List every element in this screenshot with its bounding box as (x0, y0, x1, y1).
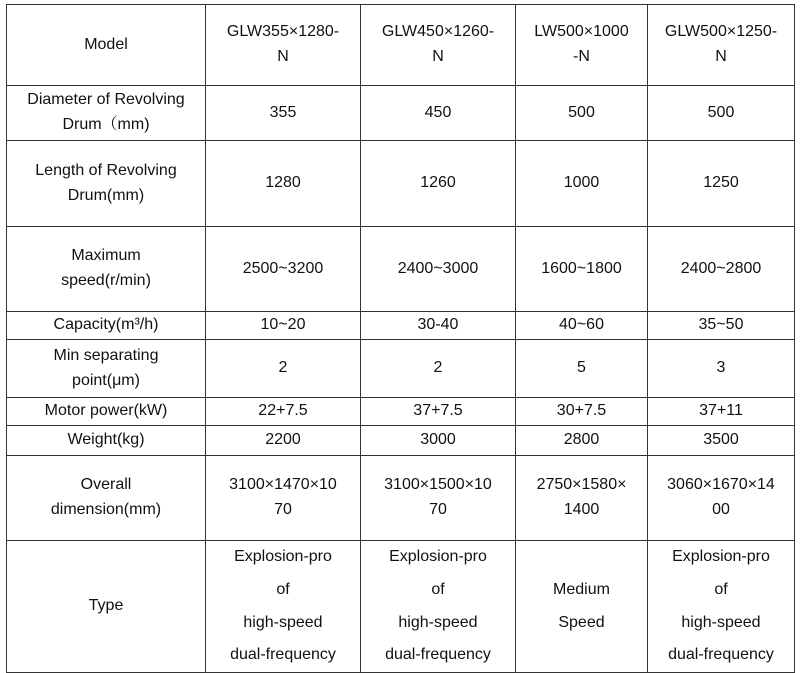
spec-row-weight (7, 426, 795, 456)
value-cell (206, 456, 361, 541)
value-line: Explosion-pro (389, 548, 487, 565)
row-label-line: Motor power(kW) (44, 402, 168, 420)
row-label-line: Length of Revolving (35, 161, 177, 179)
spec-row-type (7, 541, 795, 673)
row-label-line: Drum（mm) (62, 116, 150, 133)
value-line: 2 (433, 359, 443, 377)
value-line: 3060×1670×14 (667, 476, 775, 494)
value-cell (516, 141, 648, 227)
row-label-cell (7, 426, 206, 456)
value-cell (516, 227, 648, 312)
value-line: Explosion-pro (672, 548, 770, 565)
value-cell (361, 398, 516, 426)
row-label-cell (7, 541, 206, 673)
row-label-cell (7, 456, 206, 541)
value-cell (648, 398, 795, 426)
value-cell (648, 426, 795, 456)
value-line: 2200 (265, 431, 301, 449)
row-label-line: Capacity(m³/h) (53, 316, 159, 334)
value-line: 37+7.5 (413, 402, 463, 420)
model-line: N (432, 48, 444, 65)
row-label-cell (7, 141, 206, 227)
value-line: Speed (558, 613, 605, 631)
value-cell (516, 456, 648, 541)
value-cell (206, 398, 361, 426)
value-line: 40~60 (559, 316, 604, 334)
value-line: high-speed (681, 613, 761, 631)
value-cell (361, 541, 516, 673)
value-cell (206, 227, 361, 312)
value-line: 30+7.5 (556, 402, 607, 420)
spec-row-diameter (7, 86, 795, 141)
value-cell (516, 86, 648, 141)
value-line: of (431, 580, 445, 598)
value-cell (361, 227, 516, 312)
spec-row-speed (7, 227, 795, 312)
model-cell-3 (516, 5, 648, 86)
model-line: GLW355×1280- (226, 23, 340, 41)
value-cell (206, 340, 361, 398)
value-cell (648, 141, 795, 227)
value-line: 3100×1470×10 (229, 476, 337, 494)
value-cell (516, 398, 648, 426)
value-line: 22+7.5 (258, 402, 308, 420)
value-cell (648, 312, 795, 340)
value-cell (648, 86, 795, 141)
value-cell (206, 541, 361, 673)
row-label-line: speed(r/min) (61, 272, 151, 289)
header-row (7, 5, 795, 86)
value-line: Explosion-pro (234, 548, 332, 565)
value-cell (648, 456, 795, 541)
model-line: GLW500×1250- (664, 23, 778, 41)
value-line: dual-frequency (230, 646, 336, 664)
value-line: 1600~1800 (541, 259, 622, 277)
row-label-line: Diameter of Revolving (27, 91, 185, 109)
value-line: 2 (278, 359, 288, 377)
value-line: 450 (424, 103, 452, 121)
row-label-line: Type (88, 597, 124, 615)
row-label-cell (7, 398, 206, 426)
value-line: 70 (274, 501, 292, 518)
value-line: 5 (577, 359, 586, 377)
value-cell (361, 340, 516, 398)
model-line: N (715, 48, 727, 65)
value-line: 30-40 (417, 316, 459, 334)
model-line: GLW450×1260- (381, 23, 495, 41)
value-line: 500 (707, 103, 735, 121)
spec-row-length (7, 141, 795, 227)
model-line: -N (573, 48, 590, 65)
row-label-line: Overall (80, 476, 132, 494)
spec-table-body (7, 5, 795, 673)
value-cell (648, 227, 795, 312)
value-line: 00 (712, 501, 730, 518)
value-cell (516, 340, 648, 398)
value-line: 3000 (420, 431, 456, 449)
value-cell (361, 456, 516, 541)
value-line: high-speed (398, 613, 478, 631)
value-line: 70 (429, 501, 447, 518)
value-line: 1000 (563, 174, 600, 192)
value-cell (516, 426, 648, 456)
spec-table (6, 4, 795, 673)
value-line: high-speed (243, 613, 323, 631)
value-line: 2750×1580× (536, 476, 627, 494)
value-line: of (276, 580, 290, 598)
spec-row-dimension (7, 456, 795, 541)
row-label-line: dimension(mm) (50, 501, 162, 518)
value-cell (361, 141, 516, 227)
value-cell (206, 312, 361, 340)
value-line: 355 (269, 103, 297, 121)
row-label-line: Min separating (53, 346, 159, 364)
value-cell (206, 141, 361, 227)
value-cell (648, 340, 795, 398)
row-label-cell (7, 227, 206, 312)
row-label-line: Weight(kg) (67, 431, 145, 449)
value-line: 3 (716, 359, 726, 377)
row-label-line: Drum(mm) (67, 186, 145, 204)
value-line: 37+11 (699, 402, 743, 420)
value-cell (516, 312, 648, 340)
value-line: 2800 (563, 431, 600, 449)
spec-row-separating (7, 340, 795, 398)
spec-row-motor (7, 398, 795, 426)
value-cell (648, 541, 795, 673)
value-line: 1250 (703, 174, 739, 192)
value-line: of (714, 580, 728, 598)
value-line: dual-frequency (385, 646, 491, 664)
value-line: dual-frequency (668, 646, 774, 664)
value-line: 2400~3000 (397, 259, 479, 277)
value-cell (206, 426, 361, 456)
model-cell-2 (361, 5, 516, 86)
value-cell (361, 312, 516, 340)
value-line: 3500 (703, 431, 739, 449)
value-line: 1280 (265, 174, 301, 192)
model-cell-1 (206, 5, 361, 86)
model-line: LW500×1000 (534, 23, 629, 41)
value-line: 3100×1500×10 (384, 476, 492, 494)
row-label-cell (7, 86, 206, 141)
value-line: 2500~3200 (242, 259, 324, 277)
model-cell-4 (648, 5, 795, 86)
value-cell (206, 86, 361, 141)
value-line: 10~20 (260, 316, 306, 334)
value-line: 2400~2800 (680, 259, 762, 277)
header-label: Model (84, 35, 128, 53)
value-line: 35~50 (698, 316, 744, 334)
value-cell (516, 541, 648, 673)
value-line: Medium (553, 580, 610, 598)
spec-row-capacity (7, 312, 795, 340)
value-line: 1400 (563, 501, 600, 518)
row-label-line: point(μm) (72, 371, 140, 389)
value-line: 1260 (420, 174, 456, 192)
value-line: 500 (568, 103, 595, 121)
row-label-line: Maximum (71, 247, 141, 265)
model-line: N (277, 48, 289, 65)
row-label-cell (7, 340, 206, 398)
header-label-cell (7, 5, 206, 86)
row-label-cell (7, 312, 206, 340)
value-cell (361, 86, 516, 141)
value-cell (361, 426, 516, 456)
